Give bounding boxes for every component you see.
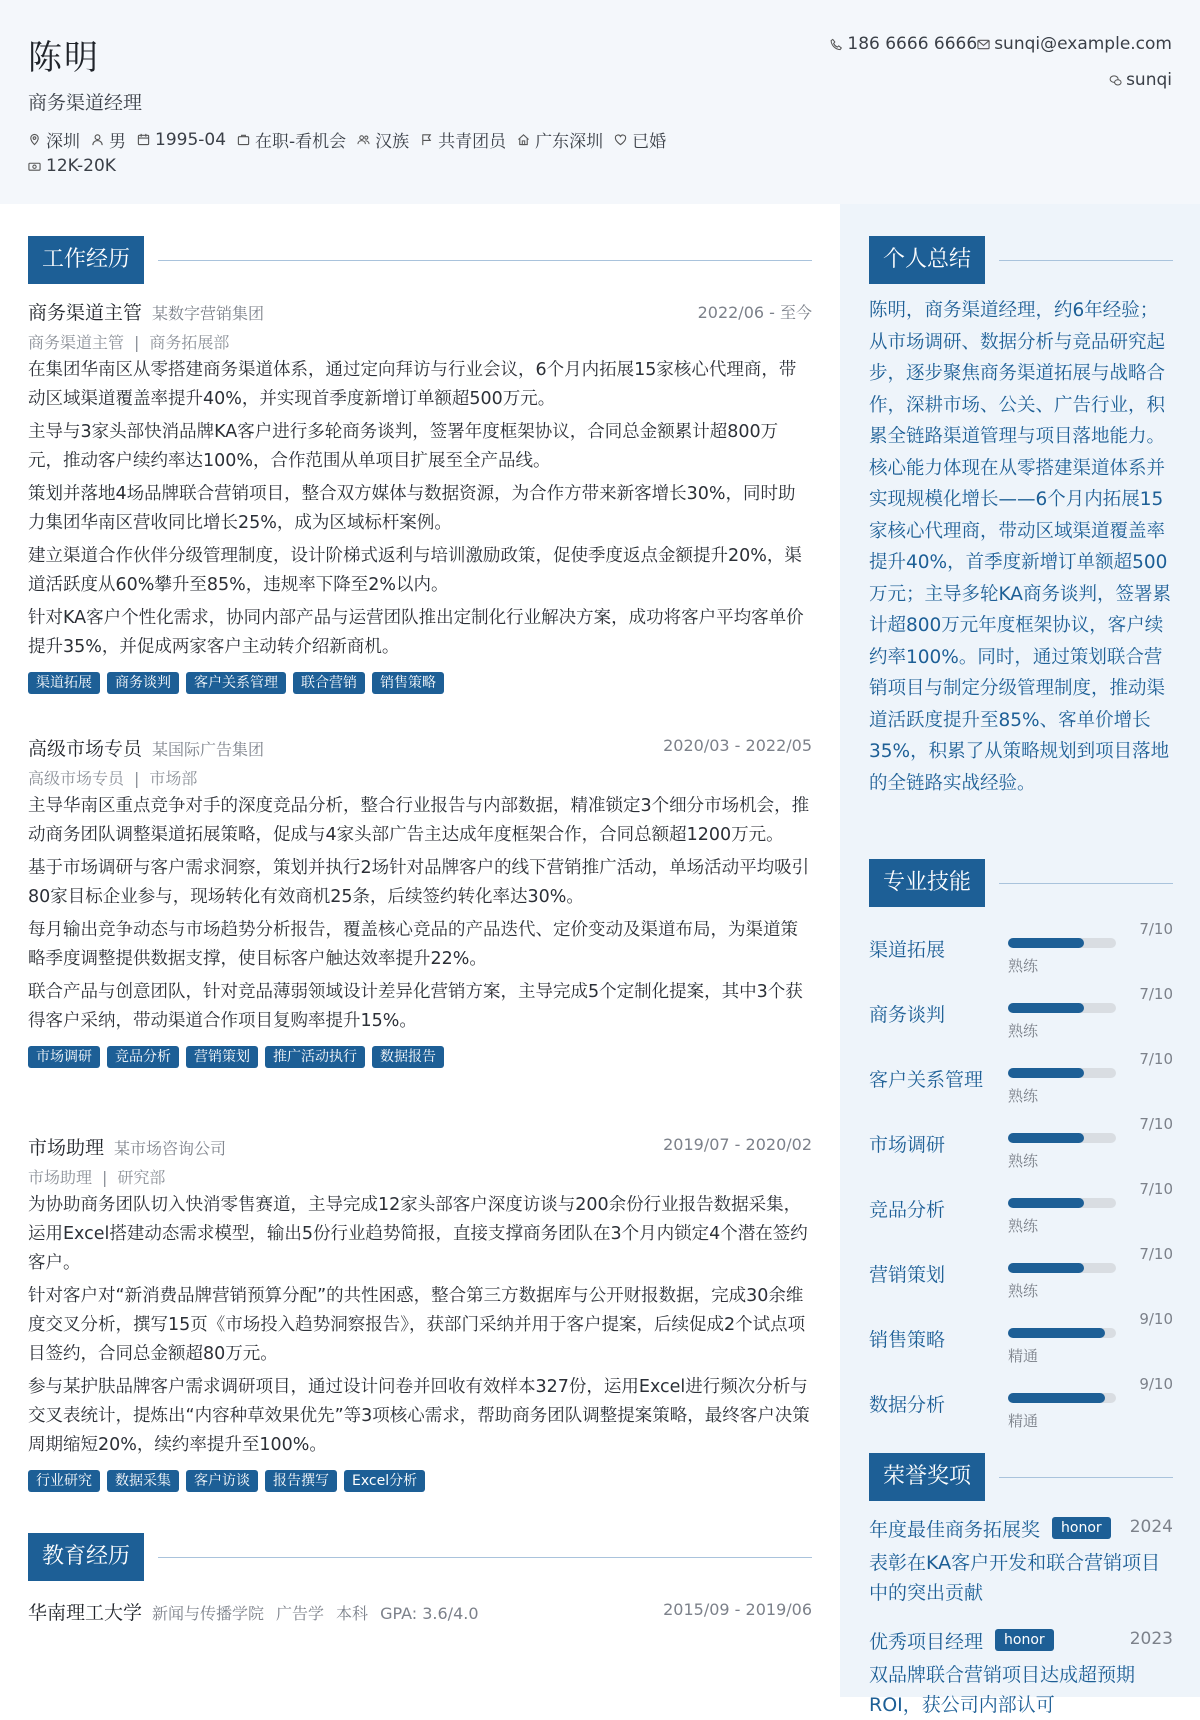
skill-tag: 营销策划 xyxy=(186,1046,258,1068)
section-divider xyxy=(999,260,1173,261)
job-tags xyxy=(28,1470,812,1492)
honor-header xyxy=(869,1514,1173,1542)
skill-score: 7/10 xyxy=(1139,1245,1173,1263)
honor-year: 2024 xyxy=(1129,1517,1173,1537)
candidate-position: 商务渠道经理 xyxy=(28,92,143,114)
heart-icon xyxy=(614,133,627,146)
job-subline: 商务渠道主管 | 商务拓展部 xyxy=(28,333,230,352)
marital-text: 已婚 xyxy=(632,132,667,152)
job-header xyxy=(28,734,812,760)
skill-score: 7/10 xyxy=(1139,1050,1173,1068)
skill-tag: 客户关系管理 xyxy=(186,672,286,694)
school-name: 华南理工大学 xyxy=(28,1602,143,1624)
resume-header xyxy=(0,0,1200,204)
hometown-text: 广东深圳 xyxy=(535,132,604,152)
summary-text: 陈明，商务渠道经理，约6年经验；从市场调研、数据分析与竞品研究起步，逐步聚焦商务渠道拓展与战略合作，深耕市场、公关、广告行业，积累全链路渠道管理与项目落地能力。核心能力体现在从零搭建渠道体系并实现规模化增长——6个月内拓展15家核心代理商，带动区域渠道覆盖率提升40%，首季度新增订单额超500万元；主导多轮KA商务谈判，签署累计超800万元年度框架协议，客户续约率100%。同时，通过策划联合营销项目与制定分级管理制度，推动渠道活跃度提升至85%、客单价增长35%，积累了从策略规划到项目落地的全链路实战经验。 xyxy=(869,300,1171,794)
honor-badge: honor xyxy=(995,1629,1054,1651)
phone-number[interactable]: 186 6666 6666 xyxy=(847,34,978,54)
skill-score: 9/10 xyxy=(1139,1375,1173,1393)
skill-item xyxy=(869,1245,1173,1305)
skill-tag: 报告撰写 xyxy=(265,1470,337,1492)
skill-bar xyxy=(1008,1393,1116,1403)
skill-bar xyxy=(1008,1263,1116,1273)
job-tags xyxy=(28,672,812,694)
job-date: 2020/03 - 2022/05 xyxy=(663,736,812,755)
skill-bar xyxy=(1008,1198,1116,1208)
honor-header xyxy=(869,1626,1173,1654)
wechat-row xyxy=(1109,70,1172,90)
job-role: 高级市场专员 xyxy=(28,769,125,788)
skill-bar-fill xyxy=(1008,1133,1084,1143)
skill-tag: 市场调研 xyxy=(28,1046,100,1068)
candidate-name: 陈明 xyxy=(28,38,100,78)
contact-row xyxy=(830,34,1172,54)
skill-name: 数据分析 xyxy=(869,1394,946,1416)
skill-name: 商务谈判 xyxy=(869,1004,946,1026)
status-text: 在职-看机会 xyxy=(255,132,347,152)
meta-birth xyxy=(137,130,226,150)
section-summary xyxy=(869,236,1173,284)
job-bullet: 主导与3家头部快消品牌KA客户进行多轮商务谈判，签署年度框架协议，合同总金额累计超800万元，推动客户续约率达100%，合作范围从单项目扩展至全产品线。 xyxy=(28,422,779,471)
skill-tag: 行业研究 xyxy=(28,1470,100,1492)
section-experience xyxy=(28,236,812,284)
major: 广告学 xyxy=(276,1604,325,1623)
meta-hometown xyxy=(517,127,603,152)
skill-name: 销售策略 xyxy=(869,1329,946,1351)
section-divider xyxy=(999,1477,1173,1478)
job-company: 某国际广告集团 xyxy=(152,740,265,759)
salary-text: 12K-20K xyxy=(46,156,116,176)
job-entry xyxy=(28,1133,812,1492)
honor-name: 年度最佳商务拓展奖 xyxy=(869,1518,1041,1541)
wechat-id[interactable]: sunqi xyxy=(1126,70,1172,90)
job-subline: 市场助理 | 研究部 xyxy=(28,1168,166,1187)
skill-tag: 渠道拓展 xyxy=(28,672,100,694)
job-bullet: 针对客户对“新消费品牌营销预算分配”的共性困惑，整合第三方数据库与公开财报数据，完成30余维度交叉分析，撰写15页《市场投入趋势洞察报告》，获部门采纳并用于客户提案，后续促成2个试点项目签约，合同总金额超80万元。 xyxy=(28,1286,806,1364)
job-tags xyxy=(28,1046,812,1068)
section-skills xyxy=(869,859,1173,907)
job-subline: 高级市场专员 | 市场部 xyxy=(28,769,198,788)
meta-politics xyxy=(420,127,506,152)
honor-description: 双品牌联合营销项目达成超预期ROI，获公司内部认可 xyxy=(869,1664,1136,1716)
job-header xyxy=(28,298,812,324)
skill-bar-fill xyxy=(1008,938,1084,948)
skill-name: 竞品分析 xyxy=(869,1199,946,1221)
job-bullet: 基于市场调研与客户需求洞察，策划并执行2场针对品牌客户的线下营销推广活动，单场活动平均吸引80家目标企业参与，现场转化有效商机25条，后续签约转化率达30%。 xyxy=(28,858,810,907)
skill-item xyxy=(869,1180,1173,1240)
gender-text: 男 xyxy=(109,132,126,152)
job-entry xyxy=(28,734,812,1068)
skill-name: 市场调研 xyxy=(869,1134,946,1156)
skill-bar-fill xyxy=(1008,1328,1105,1338)
skill-score: 7/10 xyxy=(1139,1180,1173,1198)
skill-score: 7/10 xyxy=(1139,1115,1173,1133)
skill-level: 熟练 xyxy=(1008,1087,1039,1105)
ethnicity-text: 汉族 xyxy=(375,132,410,152)
skill-level: 精通 xyxy=(1008,1347,1039,1365)
job-role: 商务渠道主管 xyxy=(28,333,125,352)
honor-badge: honor xyxy=(1052,1517,1111,1539)
home-icon xyxy=(517,133,530,146)
honor-item xyxy=(869,1626,1173,1720)
skill-bar xyxy=(1008,1068,1116,1078)
skill-name: 营销策划 xyxy=(869,1264,946,1286)
job-dept: 市场部 xyxy=(149,769,198,788)
skill-item xyxy=(869,920,1173,980)
honor-description: 表彰在KA客户开发和联合营销项目中的突出贡献 xyxy=(869,1552,1161,1604)
briefcase-icon xyxy=(237,133,250,146)
job-bullet: 针对KA客户个性化需求，协同内部产品与运营团队推出定制化行业解决方案，成功将客户平均客单价提升35%，并促成两家客户主动转介绍新商机。 xyxy=(28,608,804,657)
job-title: 高级市场专员 xyxy=(28,738,143,760)
skill-item xyxy=(869,1115,1173,1175)
college: 新闻与传播学院 xyxy=(152,1604,265,1623)
skill-item xyxy=(869,1310,1173,1370)
birth-text: 1995-04 xyxy=(155,129,227,150)
section-honors xyxy=(869,1453,1173,1501)
personal-info-row xyxy=(28,127,677,152)
skill-level: 熟练 xyxy=(1008,1282,1039,1300)
job-role: 市场助理 xyxy=(28,1168,93,1187)
section-divider xyxy=(158,1557,812,1558)
email-address[interactable]: sunqi@example.com xyxy=(994,34,1172,54)
wechat-icon xyxy=(1109,74,1122,87)
location-icon xyxy=(28,133,41,146)
skill-tag: 客户访谈 xyxy=(186,1470,258,1492)
section-divider xyxy=(999,883,1173,884)
job-date: 2019/07 - 2020/02 xyxy=(663,1135,812,1154)
meta-gender xyxy=(91,127,126,152)
education-date: 2015/09 - 2019/06 xyxy=(663,1600,812,1619)
people-icon xyxy=(357,133,370,146)
section-title-experience: 工作经历 xyxy=(28,236,144,284)
skill-level: 熟练 xyxy=(1008,1217,1039,1235)
job-dept: 研究部 xyxy=(117,1168,166,1187)
education-details xyxy=(152,1604,491,1623)
politics-text: 共青团员 xyxy=(438,132,507,152)
salary-row xyxy=(28,156,127,176)
skill-item xyxy=(869,1375,1173,1435)
meta-status xyxy=(237,127,346,152)
skill-bar-fill xyxy=(1008,1003,1084,1013)
gpa: GPA: 3.6/4.0 xyxy=(380,1604,479,1623)
job-company: 某数字营销集团 xyxy=(152,304,265,323)
calendar-icon xyxy=(137,133,150,146)
job-date: 2022/06 - 至今 xyxy=(697,303,812,322)
skill-score: 7/10 xyxy=(1139,920,1173,938)
email-icon xyxy=(977,38,990,51)
skill-bar-fill xyxy=(1008,1198,1084,1208)
skill-tag: Excel分析 xyxy=(344,1470,425,1492)
skill-tag: 数据采集 xyxy=(107,1470,179,1492)
skill-bar xyxy=(1008,1133,1116,1143)
job-entry xyxy=(28,298,812,694)
meta-marital xyxy=(614,127,666,152)
skill-bar-fill xyxy=(1008,1263,1084,1273)
job-title: 市场助理 xyxy=(28,1137,105,1159)
job-bullet: 策划并落地4场品牌联合营销项目，整合双方媒体与数据资源，为合作方带来新客增长30%，同时助力集团华南区营收同比增长25%，成为区域标杆案例。 xyxy=(28,484,796,533)
honor-item xyxy=(869,1514,1173,1608)
skill-tag: 数据报告 xyxy=(372,1046,444,1068)
section-title-honors: 荣誉奖项 xyxy=(869,1453,985,1501)
section-title-skills: 专业技能 xyxy=(869,859,985,907)
job-bullet: 建立渠道合作伙伴分级管理制度，设计阶梯式返利与培训激励政策，促使季度返点金额提升20%，渠道活跃度从60%攀升至85%，违规率下降至2%以内。 xyxy=(28,546,802,595)
gender-icon xyxy=(91,133,104,146)
job-bullet: 主导华南区重点竞争对手的深度竞品分析，整合行业报告与内部数据，精准锁定3个细分市场机会，推动商务团队调整渠道拓展策略，促成与4家头部广告主达成年度框架合作，合同总额超1200万元。 xyxy=(28,796,810,845)
skill-tag: 商务谈判 xyxy=(107,672,179,694)
job-title: 商务渠道主管 xyxy=(28,302,143,324)
section-title-education: 教育经历 xyxy=(28,1533,144,1581)
skill-item xyxy=(869,985,1173,1045)
meta-ethnicity xyxy=(357,127,409,152)
skill-bar xyxy=(1008,1328,1116,1338)
job-bullet: 在集团华南区从零搭建商务渠道体系，通过定向拜访与行业会议，6个月内拓展15家核心代理商，带动区域渠道覆盖率提升40%，并实现首季度新增订单额超500万元。 xyxy=(28,360,797,409)
honor-name: 优秀项目经理 xyxy=(869,1630,984,1653)
meta-location xyxy=(28,127,80,152)
skill-level: 精通 xyxy=(1008,1412,1039,1430)
section-divider xyxy=(158,260,812,261)
job-bullet: 联合产品与创意团队，针对竞品薄弱领域设计差异化营销方案，主导完成5个定制化提案，其中3个获得客户采纳，带动渠道合作项目复购率提升15%。 xyxy=(28,982,803,1031)
skill-tag: 销售策略 xyxy=(372,672,444,694)
job-header xyxy=(28,1133,812,1159)
skill-level: 熟练 xyxy=(1008,957,1039,975)
skill-tag: 竞品分析 xyxy=(107,1046,179,1068)
flag-icon xyxy=(420,133,433,146)
job-company: 某市场咨询公司 xyxy=(114,1139,227,1158)
skill-tag: 联合营销 xyxy=(293,672,365,694)
job-bullet: 为协助商务团队切入快消零售赛道，主导完成12家头部客户深度访谈与200余份行业报告数据采集，运用Excel搭建动态需求模型，输出5份行业趋势简报，直接支撑商务团队在3个月内锁定4个潜在签约客户。 xyxy=(28,1195,808,1273)
education-entry xyxy=(28,1598,812,1624)
skill-name: 渠道拓展 xyxy=(869,939,946,961)
skill-score: 7/10 xyxy=(1139,985,1173,1003)
skill-name: 客户关系管理 xyxy=(869,1069,984,1091)
skill-bar-fill xyxy=(1008,1393,1105,1403)
job-bullet: 每月输出竞争动态与市场趋势分析报告，覆盖核心竞品的产品迭代、定价变动及渠道布局，为渠道策略季度调整提供数据支撑，使目标客户触达效率提升22%。 xyxy=(28,920,798,969)
job-dept: 商务拓展部 xyxy=(149,333,230,352)
skill-level: 熟练 xyxy=(1008,1022,1039,1040)
skill-bar xyxy=(1008,938,1116,948)
location-text: 深圳 xyxy=(46,132,80,152)
honor-year: 2023 xyxy=(1129,1629,1173,1649)
section-education xyxy=(28,1533,812,1581)
skill-level: 熟练 xyxy=(1008,1152,1039,1170)
skill-item xyxy=(869,1050,1173,1110)
money-icon xyxy=(28,160,41,173)
skill-score: 9/10 xyxy=(1139,1310,1173,1328)
meta-salary xyxy=(28,156,116,176)
phone-icon xyxy=(830,38,843,51)
job-bullet: 参与某护肤品牌客户需求调研项目，通过设计问卷并回收有效样本327份，运用Excel进行频次分析与交叉表统计，提炼出“内容种草效果优先”等3项核心需求，帮助商务团队调整提案策略，最终客户决策周期缩短20%，续约率提升至100%。 xyxy=(28,1377,810,1455)
section-title-summary: 个人总结 xyxy=(869,236,985,284)
skill-bar xyxy=(1008,1003,1116,1013)
skill-tag: 推广活动执行 xyxy=(265,1046,365,1068)
degree: 本科 xyxy=(336,1604,369,1623)
skill-bar-fill xyxy=(1008,1068,1084,1078)
